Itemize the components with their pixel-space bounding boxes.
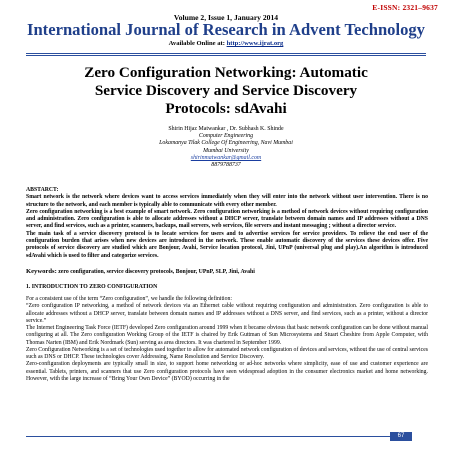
author-block [0,126,452,169]
author-university: Mumbai University [203,147,249,154]
section-heading: 1. INTRODUCTION TO ZERO CONFIGURATION [26,284,158,290]
author-email-link[interactable]: shirinmatwankar@gmail.com [190,154,262,161]
body-paragraph: “Zero configuration IP networking, a method of network devices via an Ethernet cable without requiring configuration and administration. Zero configuration is able to allocate addresses without a DHCP server, translate between domain names and IP addresses without a DNS server, and find services, such as a printer, without a director service.” [26,303,428,324]
journal-title: International Journal of Research in Advent Technology [27,20,425,39]
body-paragraph: Zero-configuration deployments are typically small in size, to support home networking or ad-hoc networks where simplicity, ease of use and customer experience are essential. Tablets, printers, and scanners that use Zero configuration protocols have seen widespread adoption in the consumer electronics market and home networking. However, with the large increase of “Bring Your Own Device” (BYOD) occurring in the [26,361,428,382]
abstract-paragraph: Zero configuration networking is a best example of smart network. Zero configuration networking is a method of network devices without requiring configuration and administration. Zero configuration is able to allocate addresses without a DHCP server, translate between domain names and IP addresses without a DNS server, and find services, such as a printer, scanners, backups, mail servers, web services, file servers and instant messaging ; without a director service. [26,208,428,230]
footer-rule [26,436,412,437]
abstract-paragraph: The main task of a service discovery protocol is to locate services for users and to advertise services for service providers. To relieve the end user of the configuration burden that arises when new devices are introduced in the network. These enable automatic discovery of the services these devices offer. Five protocols of service discovery are studied which are Bonjour, Avahi, Service location protocol, Jini, UPnP (universal plug and play).An algorithm is introduced sdAvahi which is used to filter and categorize services. [26,230,428,259]
paper-title [40,64,412,118]
keywords-text: zero configuration, service discovery protocols, Bonjour, UPnP, SLP, Jini, Avahi [56,269,255,275]
body-text [26,296,428,383]
author-department: Computer Engineering [198,133,254,140]
page-number: 67 [390,432,412,441]
issn-label: E-ISSN: 2321–9637 [372,3,438,12]
keywords [26,268,428,276]
header-rule-bottom [26,55,426,56]
author-college: Lokamanya Tilak College Of Engineering, Navi Mumbai [159,140,293,147]
title-line: Protocols: sdAvahi [165,100,287,117]
author-phone: 8879788737 [211,162,241,169]
online-label: Available Online at: [168,40,227,47]
body-paragraph: For a consistent use of the term “Zero configuration”, we handle the following definition: [26,296,232,302]
abstract-paragraph: Smart network is the network where devices want to access services immediately when they will enter into the network without user intervention. There is no structure to the network, and each member is typically able to communicate with every other member. [26,194,428,208]
author-names: Shirin Hijaz Matwankar , Dr. Subhash K. Shinde [168,126,284,132]
keywords-label: Keywords: [26,268,57,275]
title-line: Service Discovery and Service Discovery [94,82,358,99]
title-line: Zero Configuration Networking: Automatic [84,64,368,81]
online-availability [0,40,452,47]
abstract-heading: ABSTARCT: [26,187,59,193]
body-paragraph: The Internet Engineering Task Force (IETF) developed Zero configuration around 1999 when it became obvious that basic network configuration can be done without manual configuring at all. The Zero configuration Working Group of the IETF is chaired by Erik Guttman of Sun Microsystems and Stuart Cheshire from Apple Computer, with Thomas Narten (IBM) and Erik Nordmark (Sun) serving as area directors. It was chartered in September 1999. [26,325,428,346]
body-paragraph: Zero Configuration Networking is a set of technologies used together to allow for automated network configuration of devices and services, without the use of central services such as DNS or DHCP. These technologies cover Addressing, Name Resolution and Service Discovery. [26,346,428,360]
journal-url-link[interactable]: http://www.ijrat.org [226,40,284,47]
header-rule-top [26,53,426,54]
volume-issue: Volume 2, Issue 1, January 2014 [173,13,279,22]
abstract [26,187,428,260]
